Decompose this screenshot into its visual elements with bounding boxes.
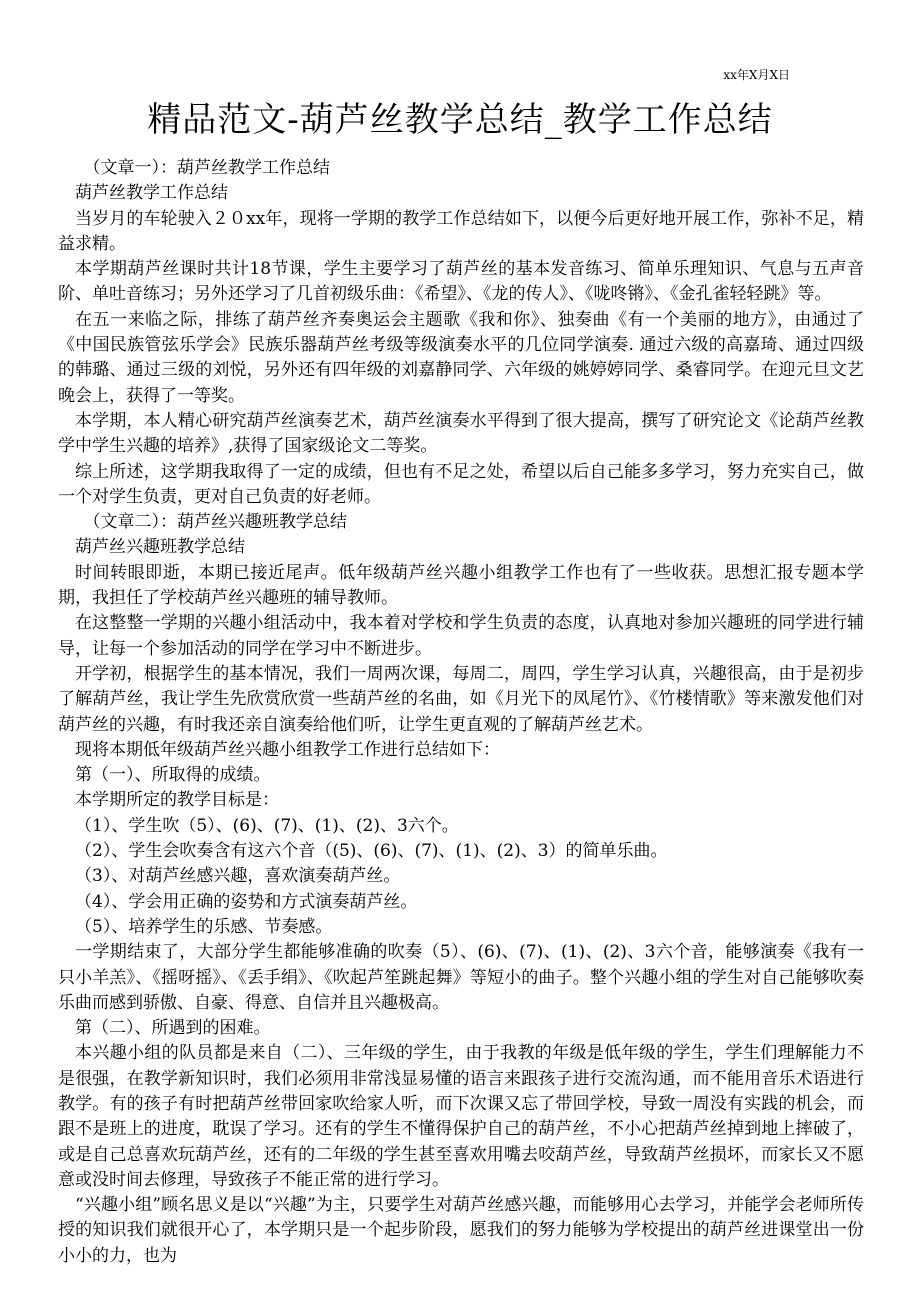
paragraph: 本学期，本人精心研究葫芦丝演奏艺术，葫芦丝演奏水平得到了很大提高，撰写了研究论文《论葫芦丝教学中学生兴趣的培养》,获得了国家级论文二等奖。 bbox=[58, 410, 864, 457]
paragraph: 在这整整一学期的兴趣小组活动中，我本着对学校和学生负责的态度，认真地对参加兴趣班的同学进行辅导，让每一个参加活动的同学在学习中不断进步。 bbox=[58, 613, 864, 659]
date-line: xx年X月X日 bbox=[723, 68, 790, 82]
paragraph: 综上所述，这学期我取得了一定的成绩，但也有不足之处，希望以后自己能多多学习，努力充实自己，做一个对学生负责，更对自己负责的好老师。 bbox=[58, 461, 864, 507]
paragraph: 开学初，根据学生的基本情况，我们一周两次课，每周二，周四，学生学习认真，兴趣很高，由于是初步了解葫芦丝，我让学生先欣赏欣赏一些葫芦丝的名曲，如《月光下的凤尾竹》、《竹楼情歌》等来激发他们对葫芦丝的兴趣，有时我还亲自演奏给他们听，让学生更直观的了解葫芦丝艺术。 bbox=[58, 663, 864, 735]
paragraph: “兴趣小组”顾名思义是以“兴趣”为主，只要学生对葫芦丝感兴趣，而能够用心去学习，并能学会老师所传授的知识我们就很开心了，本学期只是一个起步阶段，愿我们的努力能够为学校提出的葫芦丝进课堂出一份小小的力，也为 bbox=[58, 1195, 864, 1266]
paragraph: 一学期结束了，大部分学生都能够准确的吹奏（5）、(6)、(7)、(1)、(2)、3六个音，能够演奏《我有一只小羊羔》、《摇呀摇》、《丢手绢》、《吹起芦笙跳起舞》等短小的曲子。整个兴趣小组的学生对自己能够吹奏乐曲而感到骄傲、自豪、得意、自信并且兴趣极高。 bbox=[58, 942, 864, 1013]
paragraph: 第（一）、所取得的成绩。 bbox=[75, 765, 271, 786]
paragraph: （2）、学生会吹奏含有这六个音（(5)、(6)、(7)、(1)、(2)、3）的简单乐曲。 bbox=[75, 841, 668, 862]
paragraph: 本兴趣小组的队员都是来自（二）、三年级的学生，由于我教的年级是低年级的学生，学生们理解能力不是很强，在教学新知识时，我们必须用非常浅显易懂的语言来跟孩子进行交流沟通，而不能用音乐术语进行教学。有的孩子有时把葫芦丝带回家吹给家人听，而下次课又忘了带回学校，导致一周没有实践的机会，而跟不是班上的进度，耽误了学习。还有的学生不懂得保护自己的葫芦丝，不小心把葫芦丝掉到地上摔破了，或是自己总喜欢玩葫芦丝，还有的二年级的学生甚至喜欢用嘴去咬葫芦丝，导致葫芦丝损坏，而家长又不愿意或没时间去修理，导致孩子不能正常的进行学习。 bbox=[58, 1043, 864, 1190]
paragraph: 当岁月的车轮驶入２０xx年，现将一学期的教学工作总结如下，以便今后更好地开展工作，弥补不足，精益求精。 bbox=[58, 208, 864, 254]
paragraph: 时间转眼即逝，本期已接近尾声。低年级葫芦丝兴趣小组教学工作也有了一些收获。思想汇报专题本学期，我担任了学校葫芦丝兴趣班的辅导教师。 bbox=[58, 562, 864, 609]
paragraph: 现将本期低年级葫芦丝兴趣小组教学工作进行总结如下： bbox=[75, 739, 500, 760]
paragraph: （5）、培养学生的乐感、节奏感。 bbox=[75, 916, 333, 937]
document-title: 精品范文-葫芦丝教学总结_教学工作总结 bbox=[147, 100, 773, 140]
paragraph: （文章一）：葫芦丝教学工作总结 bbox=[83, 158, 330, 178]
document-body bbox=[58, 156, 864, 1269]
paragraph: 第（二）、所遇到的困难。 bbox=[75, 1018, 271, 1039]
paragraph: （1）、学生吹（5）、(6)、(7)、(1)、(2)、3六个。 bbox=[75, 815, 459, 836]
paragraph: 葫芦丝教学工作总结 bbox=[75, 183, 228, 204]
paragraph: （文章二）：葫芦丝兴趣班教学总结 bbox=[83, 512, 347, 533]
paragraph: 在五一来临之际，排练了葫芦丝齐奏奥运会主题歌《我和你》、独奏曲《有一个美丽的地方》，由通过了《中国民族管弦乐学会》民族乐器葫芦丝考级等级演奏水平的几位同学演奏. 通过六级的高嘉琦、通过四级的韩璐、通过三级的刘悦，另外还有四年级的刘嘉静同学、六年级的姚婷婷同学、桑睿同学。在迎元旦文艺晚会上，获得了一等奖。 bbox=[58, 309, 864, 406]
paragraph: （3）、对葫芦丝感兴趣，喜欢演奏葫芦丝。 bbox=[75, 866, 401, 887]
paragraph: 本学期葫芦丝课时共计18节课，学生主要学习了葫芦丝的基本发音练习、简单乐理知识、气息与五声音阶、单吐音练习；另外还学习了几首初级乐曲：《希望》、《龙的传人》、《咙咚锵》、《金孔雀轻轻跳》等。 bbox=[58, 259, 864, 305]
paragraph: 本学期所定的教学目标是： bbox=[75, 790, 279, 811]
paragraph: 葫芦丝兴趣班教学总结 bbox=[75, 537, 245, 558]
paragraph: （4）、学会用正确的姿势和方式演奏葫芦丝。 bbox=[75, 891, 418, 912]
